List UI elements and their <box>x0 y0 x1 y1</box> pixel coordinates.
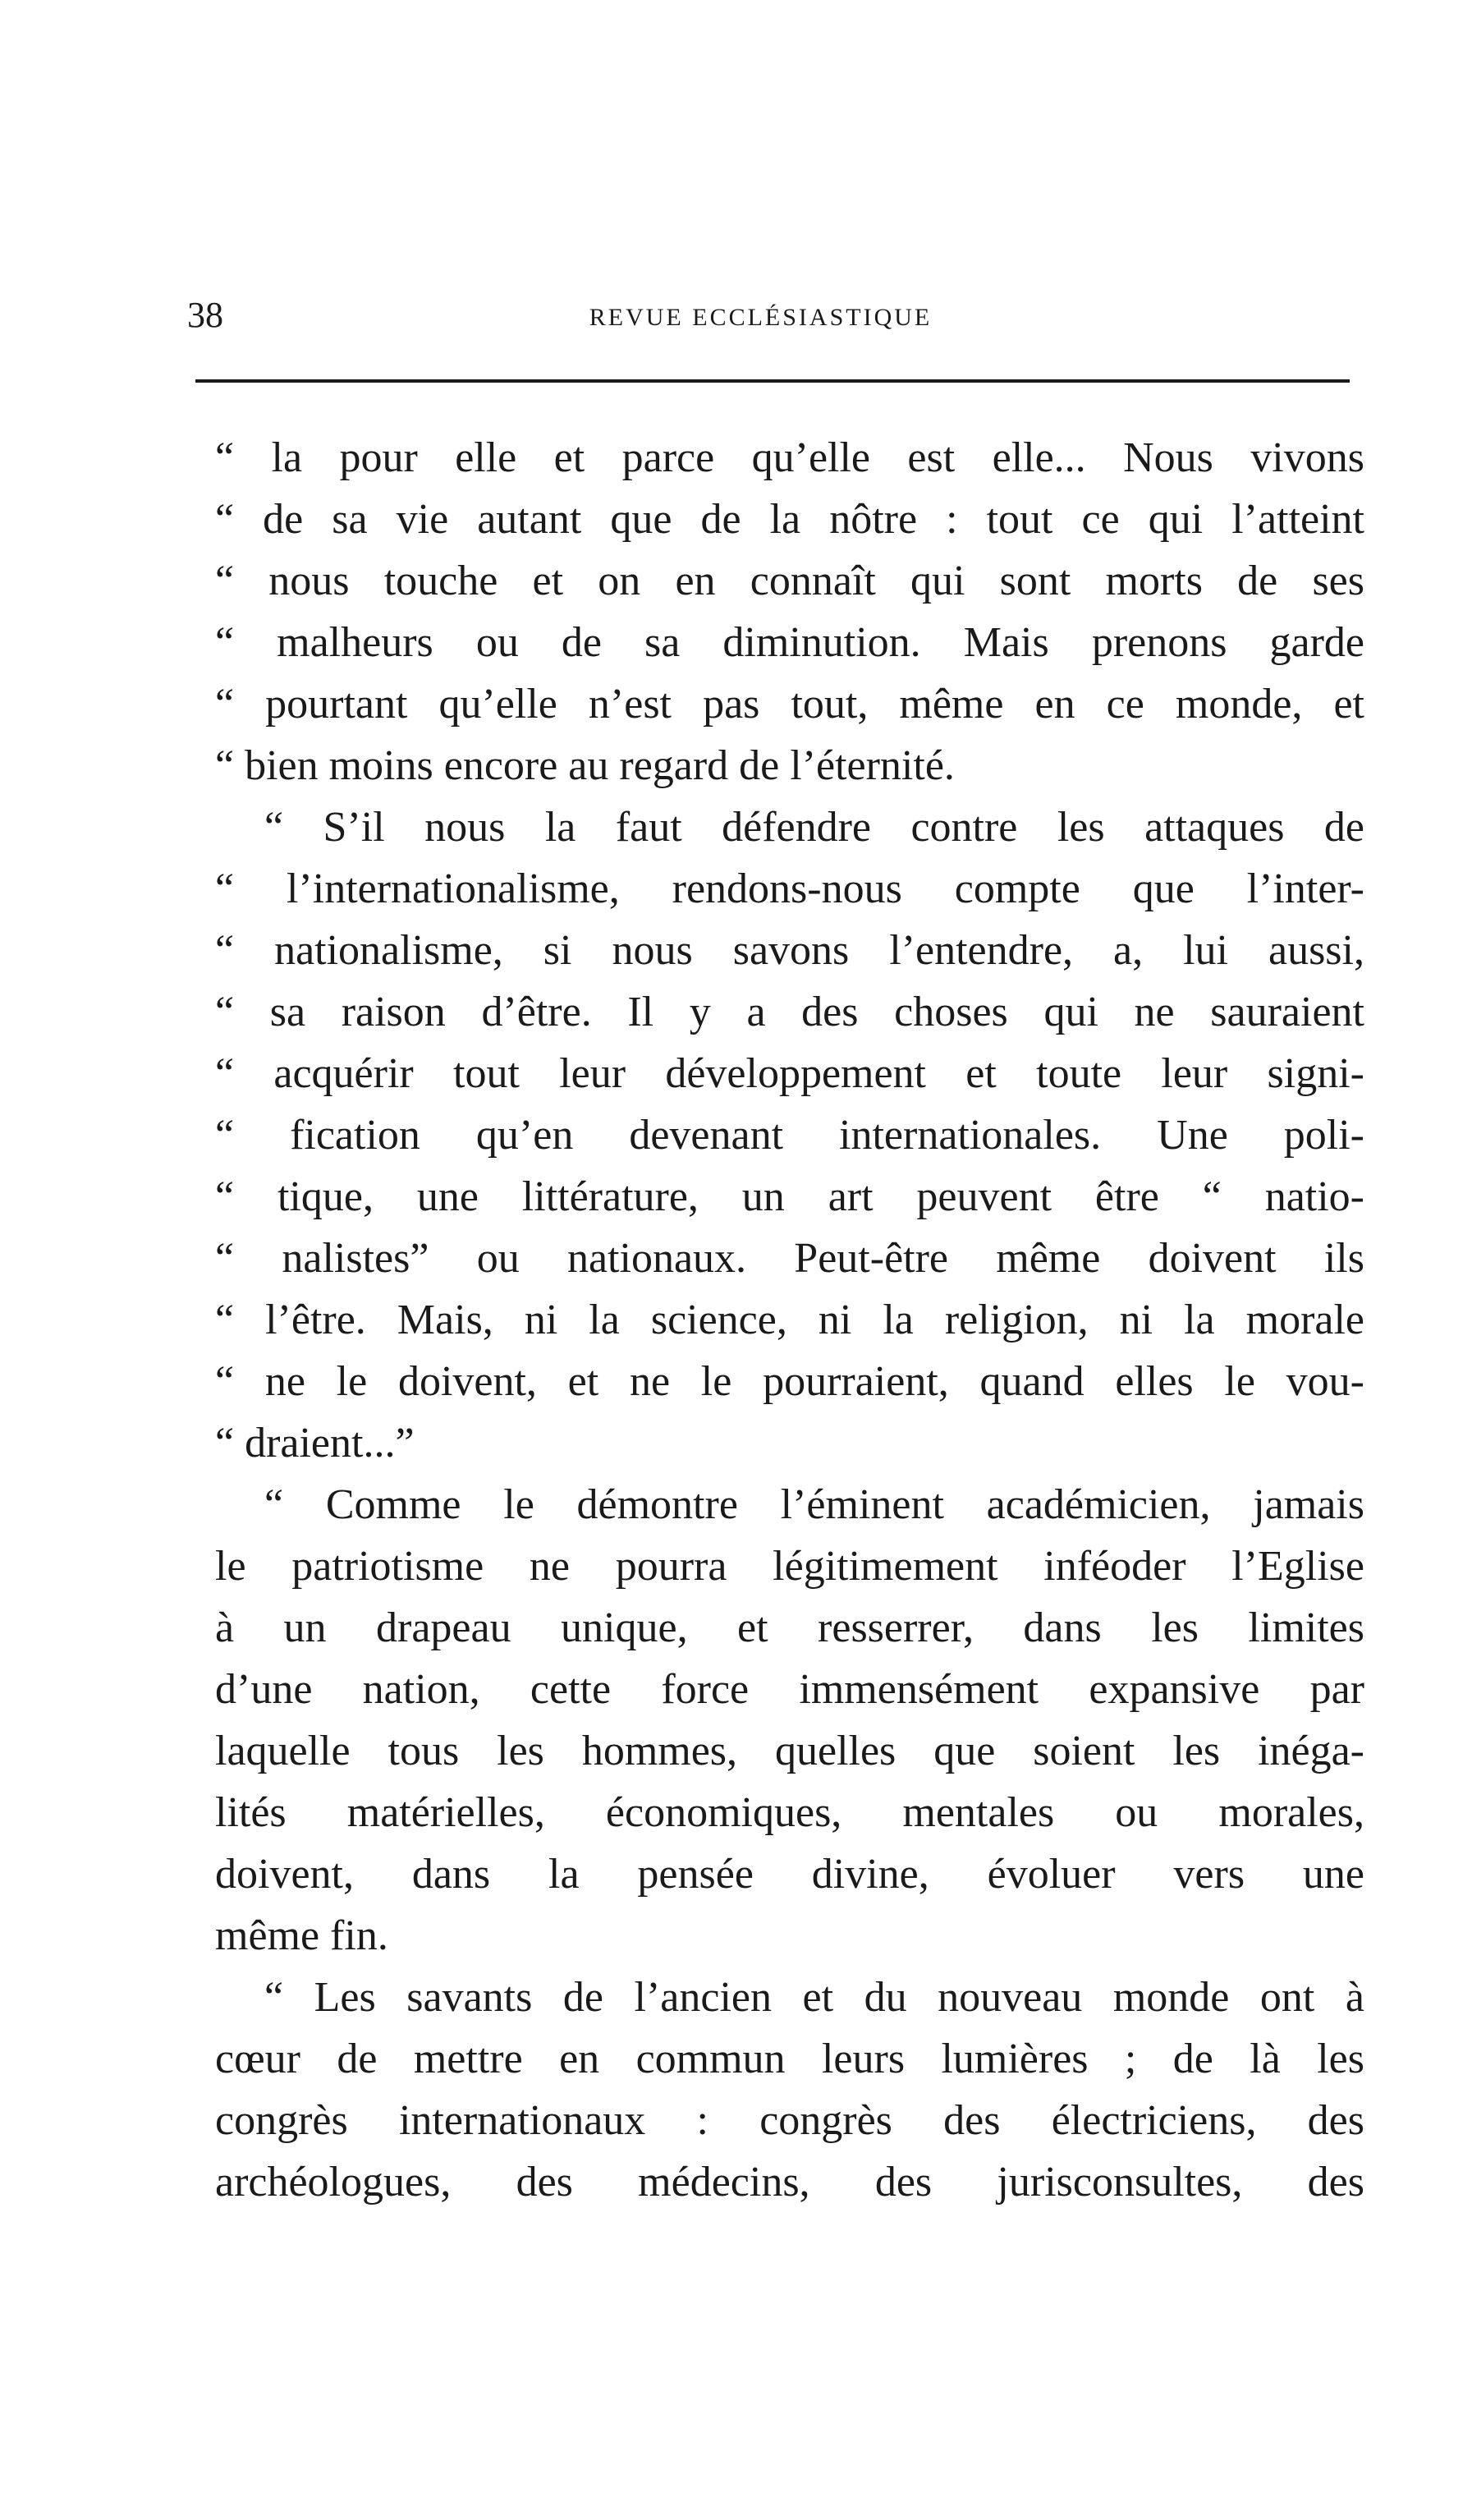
text-line: congrès internationaux : congrès des électriciens, des <box>215 2097 1364 2144</box>
text-line: “ malheurs ou de sa diminution. Mais prenons garde <box>215 619 1364 666</box>
running-title: REVUE ECCLÉSIASTIQUE <box>589 304 933 331</box>
header-rule <box>195 379 1350 383</box>
text-line: le patriotisme ne pourra légitimement inféoder l’Eglise <box>215 1543 1364 1590</box>
text-line: “ pourtant qu’elle n’est pas tout, même en ce monde, et <box>215 681 1364 728</box>
page-number: 38 <box>187 295 223 335</box>
text-line: “ ne le doivent, et ne le pourraient, quand elles le vou- <box>215 1358 1364 1405</box>
text-line: “ sa raison d’être. Il y a des choses qui ne sauraient <box>215 989 1364 1035</box>
text-line: “ nous touche et on en connaît qui sont morts de ses <box>215 558 1364 604</box>
text-line: cœur de mettre en commun leurs lumières ; de là les <box>215 2036 1364 2082</box>
text-line: “ fication qu’en devenant internationales. Une poli- <box>215 1112 1364 1159</box>
text-line: à un drapeau unique, et resserrer, dans les limites <box>215 1604 1364 1651</box>
text-line: d’une nation, cette force immensément expansive par <box>215 1666 1364 1713</box>
text-line: “ bien moins encore au regard de l’éternité. <box>215 742 955 789</box>
text-line: “ nationalisme, si nous savons l’entendre, a, lui aussi, <box>215 927 1364 974</box>
body-text <box>215 427 1364 2213</box>
text-line: “ Les savants de l’ancien et du nouveau monde ont à <box>264 1974 1364 2021</box>
text-line: “ draient...” <box>215 1420 415 1467</box>
text-line: doivent, dans la pensée divine, évoluer vers une <box>215 1851 1364 1898</box>
text-line: archéologues, des médecins, des jurisconsultes, des <box>215 2159 1364 2206</box>
text-line: “ la pour elle et parce qu’elle est elle... Nous vivons <box>215 434 1364 481</box>
text-line: laquelle tous les hommes, quelles que soient les inéga- <box>215 1728 1364 1774</box>
text-line: “ S’il nous la faut défendre contre les attaques de <box>264 804 1364 851</box>
text-line: “ l’être. Mais, ni la science, ni la religion, ni la morale <box>215 1297 1364 1343</box>
text-line: “ nalistes” ou nationaux. Peut-être même doivent ils <box>215 1235 1364 1282</box>
text-line: “ l’internationalisme, rendons-nous compte que l’inter- <box>215 865 1364 912</box>
text-line: même fin. <box>215 1912 388 1959</box>
text-line: “ Comme le démontre l’éminent académicien, jamais <box>264 1481 1364 1528</box>
text-line: lités matérielles, économiques, mentales ou morales, <box>215 1789 1364 1836</box>
text-line: “ tique, une littérature, un art peuvent être “ natio- <box>215 1173 1364 1220</box>
text-line: “ acquérir tout leur développement et toute leur signi- <box>215 1050 1364 1097</box>
text-line: “ de sa vie autant que de la nôtre : tout ce qui l’atteint <box>215 496 1364 543</box>
